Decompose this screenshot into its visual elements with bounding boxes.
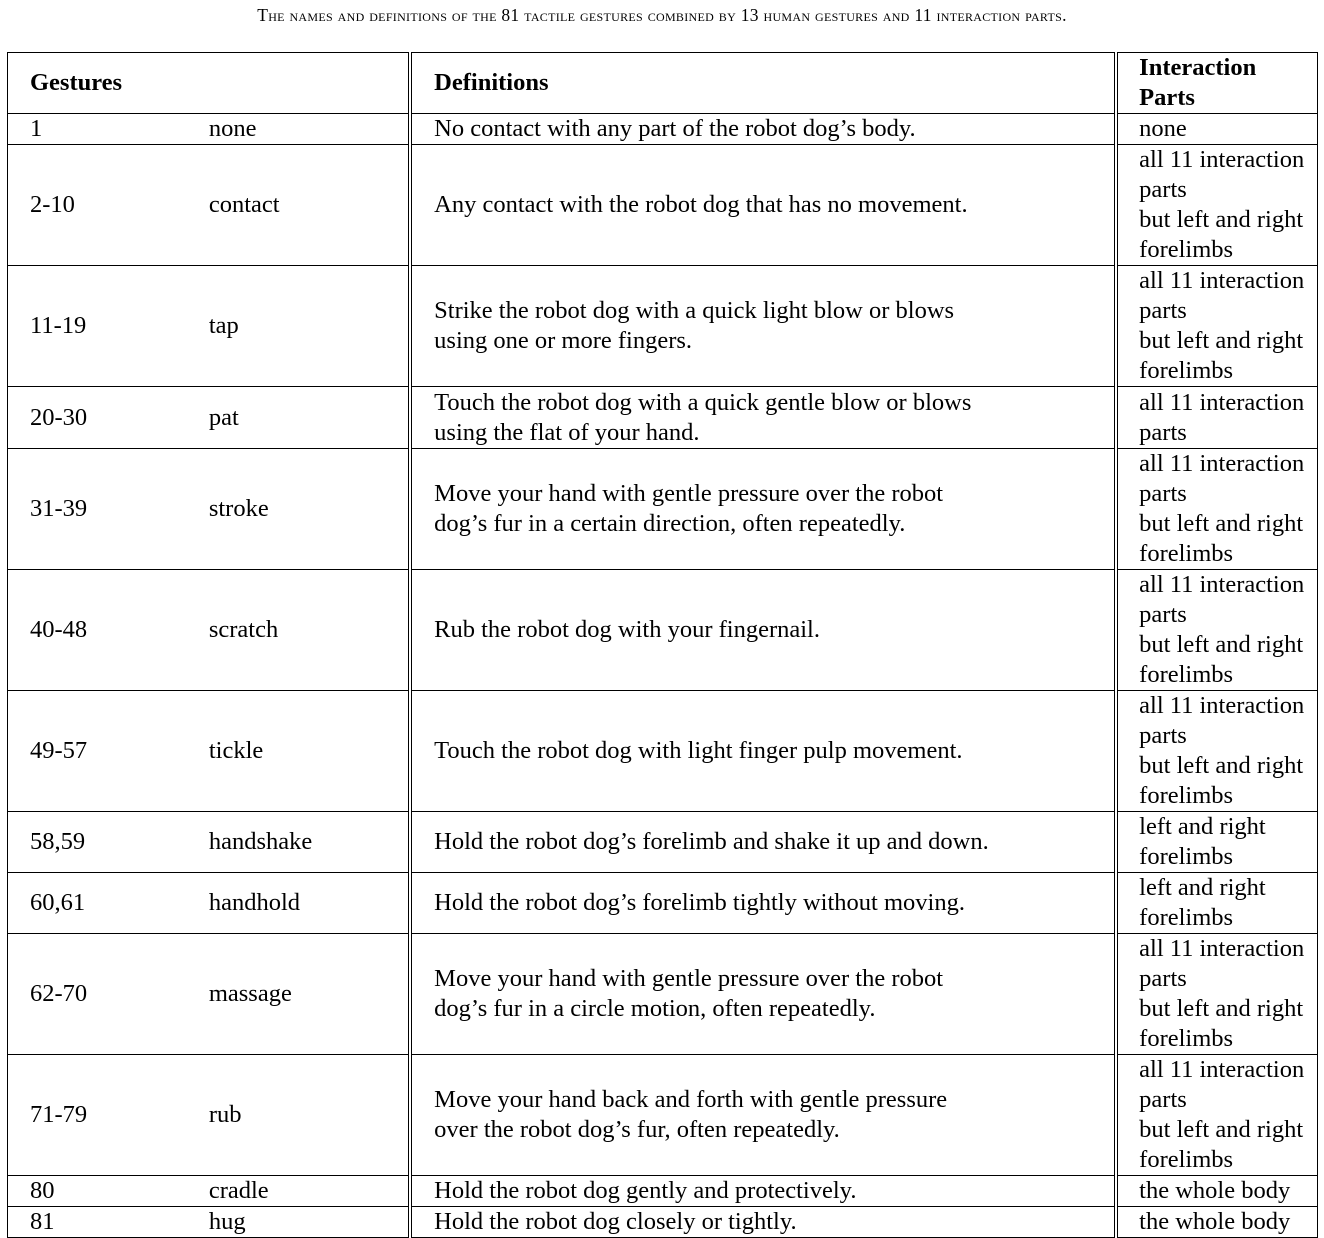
gesture-definition (410, 387, 1116, 449)
definition-line: Move your hand back and forth with gentle pressure (434, 1086, 948, 1113)
gesture-number: 58,59 (8, 812, 209, 873)
gesture-name: hug (209, 1207, 410, 1238)
gesture-number: 31-39 (8, 449, 209, 570)
interaction-parts-line: the whole body (1139, 1177, 1291, 1204)
definition-line: Hold the robot dog’s forelimb tightly without moving. (434, 889, 965, 916)
gesture-definition (410, 934, 1116, 1055)
interaction-parts-line: left and right forelimbs (1139, 874, 1266, 931)
definition-line: Touch the robot dog with a quick gentle blow or blows (434, 388, 972, 416)
gesture-number: 20-30 (8, 387, 209, 449)
interaction-parts (1116, 1176, 1317, 1207)
header-gestures: Gestures (8, 53, 411, 114)
gesture-number: 71-79 (8, 1055, 209, 1176)
header-definitions: Definitions (410, 53, 1116, 114)
table-row (8, 145, 1318, 266)
table-row (8, 570, 1318, 691)
interaction-parts-line: all 11 interaction parts (1139, 935, 1305, 992)
gesture-definition (410, 114, 1116, 145)
interaction-parts-line: but left and right forelimbs (1139, 510, 1304, 567)
table-row (8, 1176, 1318, 1207)
interaction-parts-line: all 11 interaction parts (1139, 692, 1305, 749)
interaction-parts (1116, 1055, 1317, 1176)
definition-line: over the robot dog’s fur, often repeatedly. (434, 1116, 840, 1143)
definition-line: Hold the robot dog’s forelimb and shake it up and down. (434, 828, 989, 855)
gesture-name: scratch (209, 570, 410, 691)
gesture-number: 2-10 (8, 145, 209, 266)
interaction-parts-line: all 11 interaction parts (1139, 571, 1305, 628)
gesture-number: 81 (8, 1207, 209, 1238)
gesture-definition (410, 266, 1116, 387)
definition-line: Any contact with the robot dog that has no movement. (434, 191, 968, 218)
gesture-name: tap (209, 266, 410, 387)
definition-line: dog’s fur in a certain direction, often repeatedly. (434, 510, 906, 537)
interaction-parts-line: all 11 interaction parts (1139, 450, 1305, 507)
gesture-definition (410, 812, 1116, 873)
definition-line: Touch the robot dog with light finger pulp movement. (434, 737, 963, 764)
definition-line: Hold the robot dog closely or tightly. (434, 1208, 797, 1235)
gesture-name: tickle (209, 691, 410, 812)
table-row (8, 1055, 1318, 1176)
definition-line: dog’s fur in a circle motion, often repeatedly. (434, 995, 876, 1022)
header-interaction-parts: Interaction Parts (1116, 53, 1317, 114)
interaction-parts-line: none (1139, 115, 1187, 142)
gesture-name: handshake (209, 812, 410, 873)
interaction-parts (1116, 114, 1317, 145)
table-row (8, 812, 1318, 873)
gestures-table (7, 52, 1318, 1238)
table-row (8, 449, 1318, 570)
gesture-number: 62-70 (8, 934, 209, 1055)
gesture-definition (410, 1207, 1116, 1238)
table-row (8, 873, 1318, 934)
table-row (8, 1207, 1318, 1238)
table-header-row (8, 53, 1318, 114)
gesture-definition (410, 691, 1116, 812)
table-caption: The names and definitions of the 81 tactile gestures combined by 13 human gestures and 11 interaction parts. (257, 5, 1067, 25)
definition-line: Move your hand with gentle pressure over the robot (434, 480, 944, 507)
gesture-name: massage (209, 934, 410, 1055)
interaction-parts-line: but left and right forelimbs (1139, 995, 1304, 1052)
interaction-parts-line: all 11 interaction parts (1139, 388, 1305, 446)
interaction-parts (1116, 873, 1317, 934)
interaction-parts-line: all 11 interaction parts (1139, 267, 1305, 324)
interaction-parts (1116, 145, 1317, 266)
gesture-number: 40-48 (8, 570, 209, 691)
table-row (8, 114, 1318, 145)
gesture-definition (410, 570, 1116, 691)
table-row (8, 266, 1318, 387)
interaction-parts (1116, 387, 1317, 449)
gesture-name: rub (209, 1055, 410, 1176)
table-row (8, 691, 1318, 812)
gesture-name: cradle (209, 1176, 410, 1207)
interaction-parts (1116, 449, 1317, 570)
interaction-parts-line: but left and right forelimbs (1139, 206, 1304, 263)
gesture-name: contact (209, 145, 410, 266)
interaction-parts-line: but left and right forelimbs (1139, 752, 1304, 809)
definition-line: using one or more fingers. (434, 327, 693, 354)
interaction-parts (1116, 570, 1317, 691)
gesture-definition (410, 145, 1116, 266)
gesture-definition (410, 449, 1116, 570)
interaction-parts (1116, 266, 1317, 387)
gesture-number: 80 (8, 1176, 209, 1207)
definition-line: Move your hand with gentle pressure over the robot (434, 965, 944, 992)
interaction-parts (1116, 934, 1317, 1055)
interaction-parts-line: the whole body (1139, 1208, 1291, 1235)
interaction-parts-line: but left and right forelimbs (1139, 1116, 1304, 1173)
interaction-parts (1116, 812, 1317, 873)
definition-line: No contact with any part of the robot dog’s body. (434, 115, 916, 142)
definition-line: Hold the robot dog gently and protectively. (434, 1177, 857, 1204)
gesture-definition (410, 1055, 1116, 1176)
interaction-parts-line: but left and right forelimbs (1139, 327, 1304, 384)
interaction-parts-line: left and right forelimbs (1139, 813, 1266, 870)
interaction-parts-line: but left and right forelimbs (1139, 631, 1304, 688)
gesture-number: 11-19 (8, 266, 209, 387)
interaction-parts (1116, 1207, 1317, 1238)
gesture-name: pat (209, 387, 410, 449)
definition-line: using the flat of your hand. (434, 418, 700, 446)
gesture-name: none (209, 114, 410, 145)
gesture-name: stroke (209, 449, 410, 570)
table-row (8, 387, 1318, 449)
interaction-parts-line: all 11 interaction parts (1139, 146, 1305, 203)
table-row (8, 934, 1318, 1055)
gesture-number: 49-57 (8, 691, 209, 812)
gesture-number: 1 (8, 114, 209, 145)
gesture-definition (410, 873, 1116, 934)
gesture-name: handhold (209, 873, 410, 934)
interaction-parts (1116, 691, 1317, 812)
definition-line: Rub the robot dog with your fingernail. (434, 616, 820, 643)
gesture-definition (410, 1176, 1116, 1207)
definition-line: Strike the robot dog with a quick light blow or blows (434, 297, 955, 324)
interaction-parts-line: all 11 interaction parts (1139, 1056, 1305, 1113)
gesture-number: 60,61 (8, 873, 209, 934)
